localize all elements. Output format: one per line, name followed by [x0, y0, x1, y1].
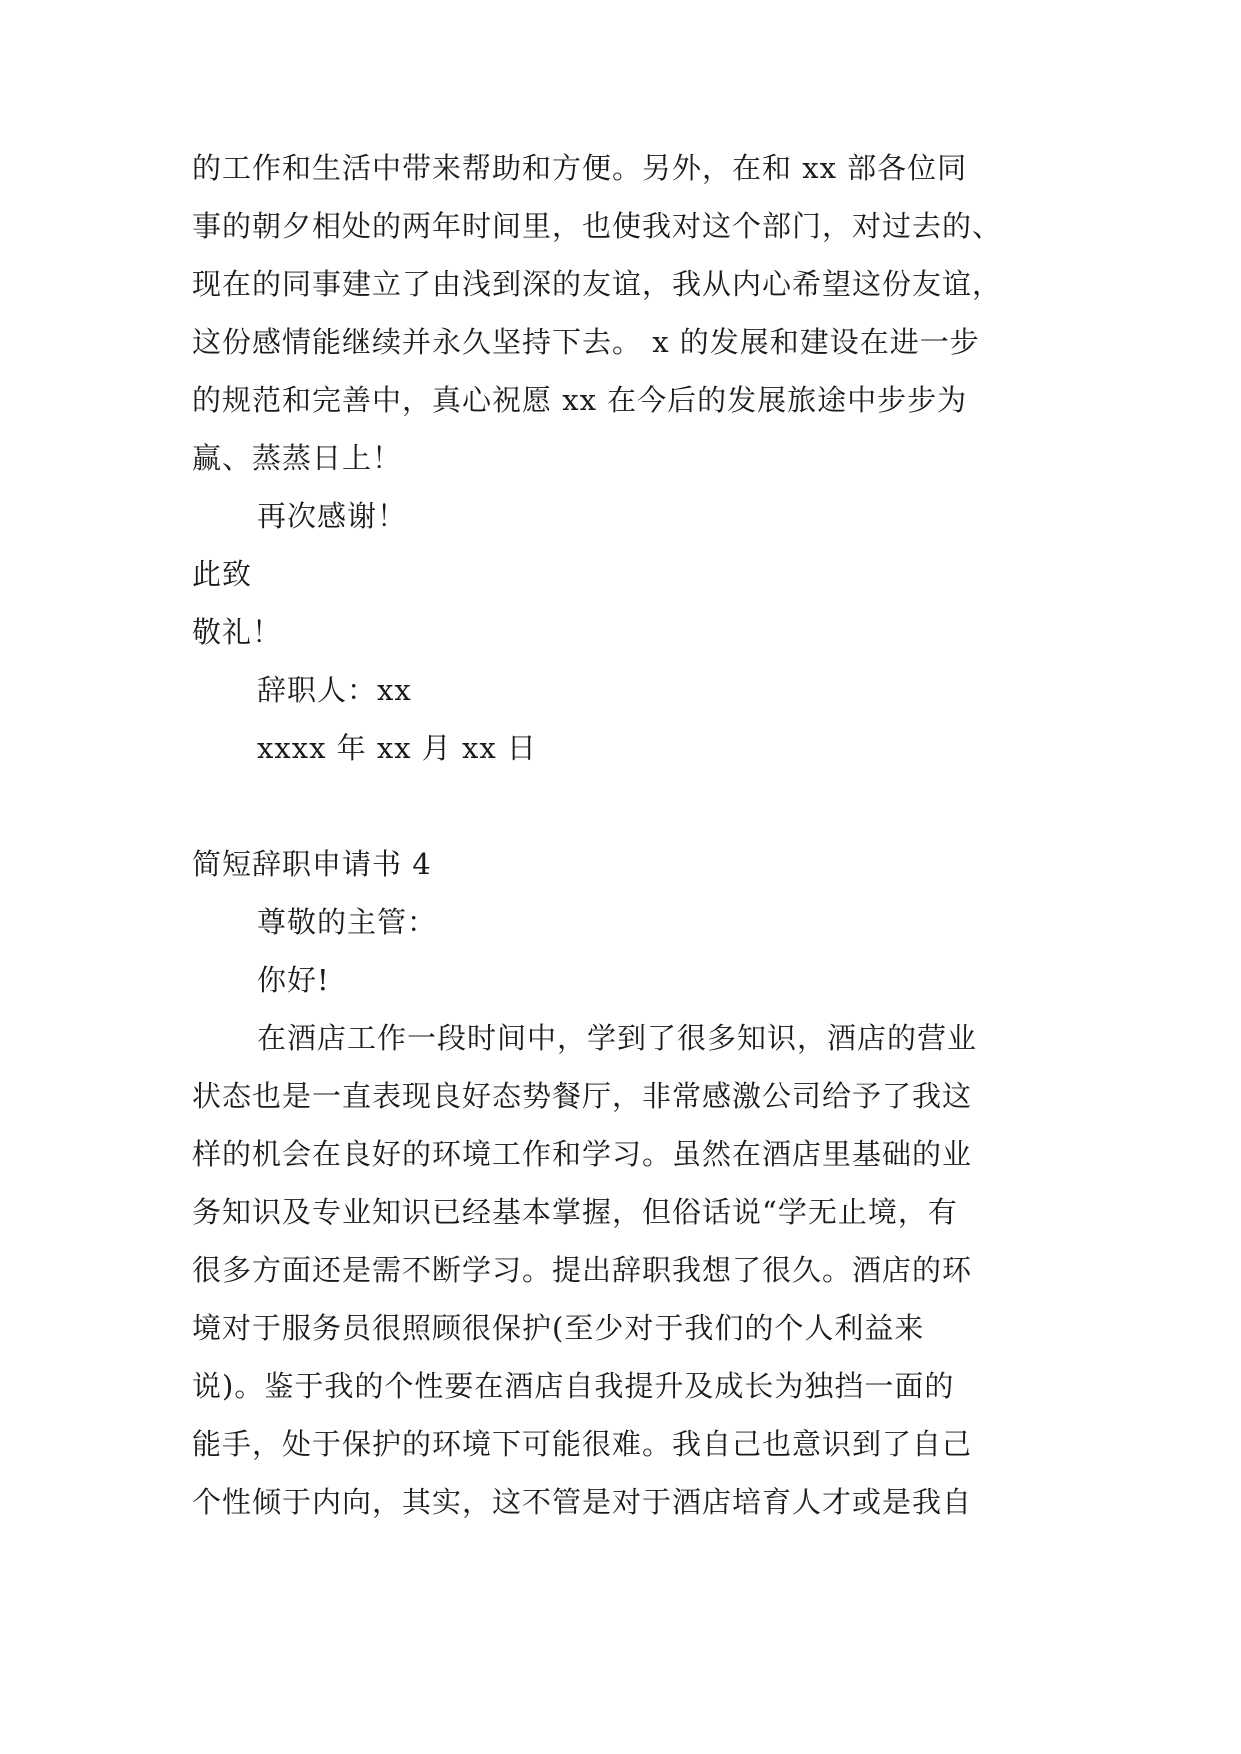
- closing-line: 敬礼！: [192, 615, 283, 649]
- paragraph-line: 的规范和完善中，真心祝愿 xx 在今后的发展旅途中步步为: [192, 383, 968, 417]
- section-title: 简短辞职申请书 4: [192, 847, 432, 881]
- date-line: xxxx 年 xx 月 xx 日: [257, 731, 537, 765]
- body-line: 个性倾于内向，其实，这不管是对于酒店培育人才或是我自: [192, 1485, 973, 1519]
- greeting-line: 你好!: [257, 963, 330, 997]
- body-line: 务知识及专业知识已经基本掌握，但俗话说“学无止境，有: [192, 1195, 958, 1229]
- signer-line: 辞职人：xx: [257, 673, 412, 707]
- paragraph-line: 这份感情能继续并永久坚持下去。 x 的发展和建设在进一步: [192, 325, 980, 359]
- body-line: 能手，处于保护的环境下可能很难。我自己也意识到了自己: [192, 1427, 973, 1461]
- body-line: 说)。鉴于我的个性要在酒店自我提升及成长为独挡一面的: [192, 1369, 955, 1403]
- paragraph-line: 现在的同事建立了由浅到深的友谊，我从内心希望这份友谊，: [192, 267, 1003, 301]
- body-line: 很多方面还是需不断学习。提出辞职我想了很久。酒店的环: [192, 1253, 973, 1287]
- body-line: 在酒店工作一段时间中，学到了很多知识，酒店的营业: [257, 1021, 978, 1055]
- body-line: 状态也是一直表现良好态势餐厅，非常感激公司给予了我这: [192, 1079, 973, 1113]
- closing-line: 此致: [192, 557, 253, 591]
- paragraph-line: 事的朝夕相处的两年时间里，也使我对这个部门，对过去的、: [192, 209, 1003, 243]
- paragraph-line: 赢、蒸蒸日上！: [192, 441, 403, 475]
- thanks-line: 再次感谢！: [257, 499, 408, 533]
- paragraph-line: 的工作和生活中带来帮助和方便。另外，在和 xx 部各位同: [192, 151, 968, 185]
- body-line: 样的机会在良好的环境工作和学习。虽然在酒店里基础的业: [192, 1137, 973, 1171]
- salutation-line: 尊敬的主管：: [257, 905, 438, 939]
- body-line: 境对于服务员很照顾很保护(至少对于我们的个人利益来: [192, 1311, 925, 1345]
